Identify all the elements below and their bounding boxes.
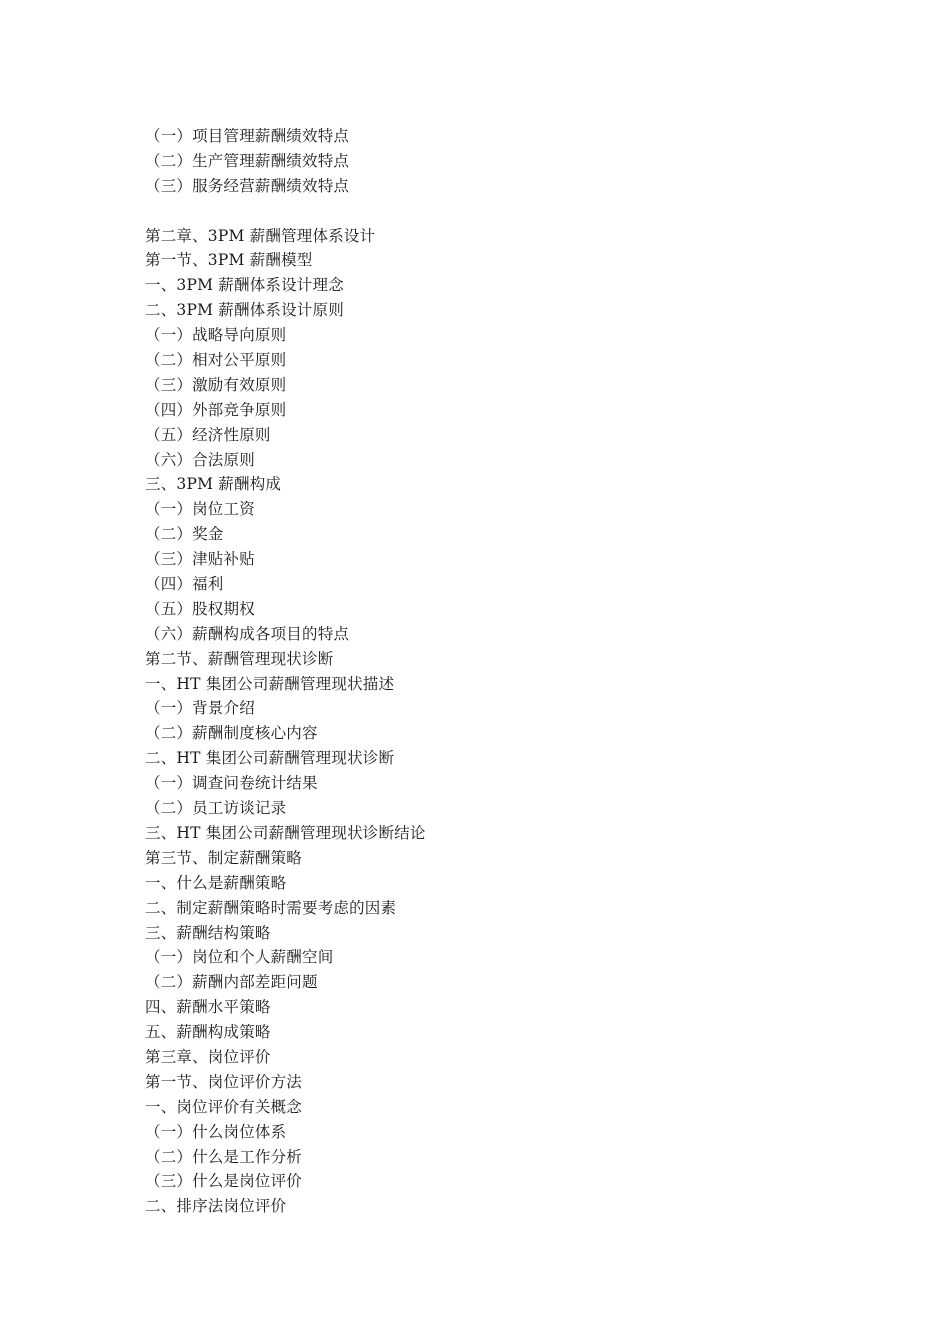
toc-line: （一）背景介绍 — [145, 699, 255, 718]
toc-line: 一、HT 集团公司薪酬管理现状描述 — [145, 674, 395, 693]
toc-line: （二）奖金 — [145, 525, 224, 544]
toc-line: （二）生产管理薪酬绩效特点 — [145, 151, 350, 170]
toc-line: 三、3PM 薪酬构成 — [145, 475, 282, 494]
toc-line: （四）外部竞争原则 — [145, 400, 287, 419]
chapter-heading: 第二章、3PM 薪酬管理体系设计 — [145, 226, 376, 245]
toc-line: （一）项目管理薪酬绩效特点 — [145, 127, 350, 145]
section-heading: 第一节、3PM 薪酬模型 — [145, 251, 313, 270]
toc-line: 二、制定薪酬策略时需要考虑的因素 — [145, 898, 397, 917]
toc-line: （一）战略导向原则 — [145, 326, 287, 345]
toc-line: 二、HT 集团公司薪酬管理现状诊断 — [145, 749, 395, 768]
toc-line: 五、薪酬构成策略 — [145, 1023, 271, 1042]
toc-line: 三、薪酬结构策略 — [145, 923, 271, 942]
toc-line: （二）薪酬制度核心内容 — [145, 724, 318, 743]
table-of-contents — [145, 124, 426, 1219]
toc-line: （二）员工访谈记录 — [145, 799, 287, 818]
toc-line: （二）相对公平原则 — [145, 351, 287, 370]
toc-line: （五）经济性原则 — [145, 425, 271, 444]
blank-line — [145, 199, 426, 224]
toc-line: （六）合法原则 — [145, 450, 255, 469]
toc-line: 二、3PM 薪酬体系设计原则 — [145, 301, 344, 320]
toc-line: （六）薪酬构成各项目的特点 — [145, 624, 350, 643]
toc-line: （三）激励有效原则 — [145, 375, 287, 394]
toc-line: 二、排序法岗位评价 — [145, 1197, 287, 1216]
toc-line: （一）岗位工资 — [145, 500, 255, 519]
toc-line: （一）岗位和个人薪酬空间 — [145, 948, 334, 967]
toc-line: 一、岗位评价有关概念 — [145, 1097, 303, 1116]
toc-line: （三）什么是岗位评价 — [145, 1172, 303, 1191]
toc-line: 一、什么是薪酬策略 — [145, 873, 287, 892]
toc-line: （三）津贴补贴 — [145, 550, 255, 569]
toc-line: （四）福利 — [145, 575, 224, 594]
section-heading: 第一节、岗位评价方法 — [145, 1072, 303, 1091]
toc-line: 三、HT 集团公司薪酬管理现状诊断结论 — [145, 823, 426, 842]
toc-line: （一）调查问卷统计结果 — [145, 774, 318, 793]
toc-line: （二）什么是工作分析 — [145, 1147, 303, 1166]
toc-line: （三）服务经营薪酬绩效特点 — [145, 176, 350, 195]
chapter-heading: 第三章、岗位评价 — [145, 1047, 271, 1066]
toc-line: （一）什么岗位体系 — [145, 1122, 287, 1141]
toc-line: 一、3PM 薪酬体系设计理念 — [145, 276, 344, 295]
section-heading: 第二节、薪酬管理现状诊断 — [145, 649, 334, 668]
section-heading: 第三节、制定薪酬策略 — [145, 848, 303, 867]
toc-line: 四、薪酬水平策略 — [145, 998, 271, 1017]
toc-line: （二）薪酬内部差距问题 — [145, 973, 318, 992]
toc-line: （五）股权期权 — [145, 599, 255, 618]
